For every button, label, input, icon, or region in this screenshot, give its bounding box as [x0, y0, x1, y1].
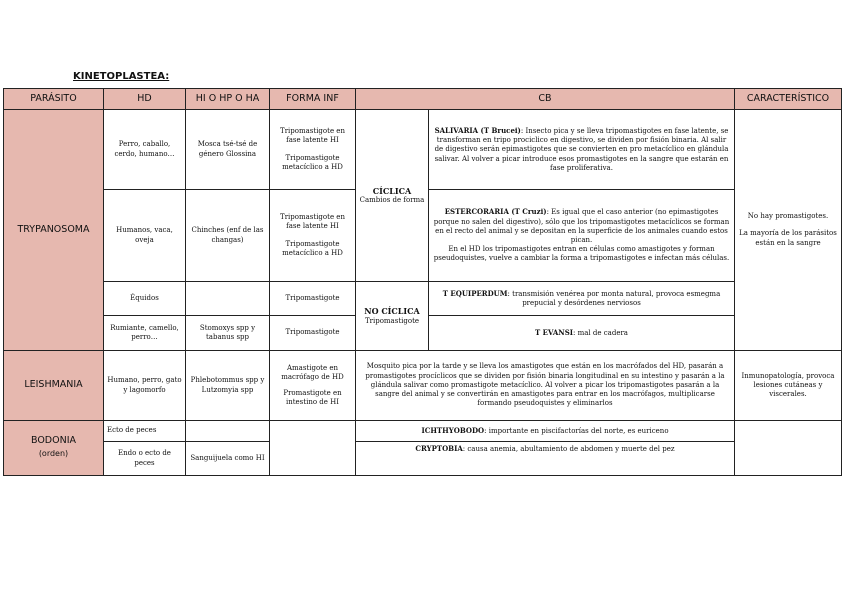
trypanosoma-hd-2: Humanos, vaca, oveja	[104, 190, 186, 282]
no-ciclica-title: NO CÍCLICA	[364, 306, 420, 317]
trypanosoma-hi-2: Chinches (enf de las changas)	[186, 190, 270, 282]
cryptobia-text: : causa anemia, abultamiento de abdomen y muerte del pez	[462, 445, 675, 453]
table-row	[4, 351, 842, 421]
bodonia-caracteristico	[735, 421, 842, 476]
bodonia-hd-2: Endo o ecto de peces	[104, 442, 186, 476]
leishmania-cb: Mosquito pica por la tarde y se lleva los amastigotes que están en los macrófados del HD, pasarán a promastigotes procíclicos que se dividen por fisión binaria longitudinal en su intestino y pasarán a la glándula salivar como promastigote metacíclico. Al volver a picar los tripomastigotes pasarán a la sangre del animal y se convertirán en amastigotes para entrar en los macrófagos, multiplicarse formando pseudoquistes y eliminarlos	[356, 351, 735, 421]
bodonia-forma	[270, 421, 356, 476]
ciclica-sub: Cambios de forma	[359, 196, 425, 205]
estercoraria-text: : Es igual que el caso anterior (no epimastigotes porque no salen del digestivo), sólo que los tripomastigotes metacíclicos se forman en el recto del animal y se depositan en la superficie de los animales cuando estos pican.	[433, 208, 730, 244]
evansi-cell	[429, 316, 735, 351]
caract-text: La mayoría de los parásitos están en la sangre	[739, 229, 837, 247]
trypanosoma-hd-1: Perro, caballo, cerdo, humano…	[104, 110, 186, 190]
forma-text: Tripomastigote metacíclico a HD	[282, 153, 343, 171]
trypanosoma-hi-1: Mosca tsé-tsé de género Glossina	[186, 110, 270, 190]
trypanosoma-forma-1	[270, 110, 356, 190]
bodonia-sub: (orden)	[38, 449, 69, 458]
trypanosoma-caracteristico	[735, 110, 842, 351]
bodonia-name: BODONIA	[30, 435, 77, 447]
bodonia-hi-1	[186, 421, 270, 442]
no-ciclica-cell	[356, 282, 429, 351]
forma-text: Promastigote en intestino de HI	[283, 389, 342, 407]
no-ciclica-sub: Tripomastigote	[364, 316, 420, 325]
trypanosoma-hd-4: Rumiante, camello, perro…	[104, 316, 186, 351]
trypanosoma-hi-4: Stomoxys spp y tabanus spp	[186, 316, 270, 351]
table-row	[4, 421, 842, 442]
header-forma: FORMA INF	[270, 89, 356, 110]
forma-text: Amastigote en macrófago de HD	[281, 363, 344, 381]
bodonia-hi-2: Sanguijuela como HI	[186, 442, 270, 476]
salivaria-cell	[429, 110, 735, 190]
trypanosoma-forma-3: Tripomastigote	[270, 282, 356, 316]
equiperdum-title: T EQUIPERDUM	[442, 288, 508, 298]
leishmania-hd: Humano, perro, gato y lagomorfo	[104, 351, 186, 421]
table-row	[4, 442, 842, 476]
evansi-text: : mal de cadera	[573, 328, 628, 337]
trypanosoma-forma-2	[270, 190, 356, 282]
ichthyobodo-title: ICHTHYOBODO	[421, 425, 485, 435]
forma-text: Tripomastigote en fase latente HI	[280, 213, 345, 231]
cryptobia-cell	[356, 442, 735, 476]
trypanosoma-forma-4: Tripomastigote	[270, 316, 356, 351]
parasite-trypanosoma: TRYPANOSOMA	[4, 110, 104, 351]
ichthyobodo-cell	[356, 421, 735, 442]
ichthyobodo-text: : importante en piscifactorías del norte, es euriceno	[484, 426, 669, 435]
header-parasito: PARÁSITO	[4, 89, 104, 110]
forma-text: Tripomastigote en fase latente HI	[280, 127, 345, 145]
header-caracteristico: CARACTERÍSTICO	[735, 89, 842, 110]
trypanosoma-hd-3: Équidos	[104, 282, 186, 316]
estercoraria-cell	[429, 190, 735, 282]
forma-text: Tripomastigote metacíclico a HD	[282, 239, 343, 257]
leishmania-forma	[270, 351, 356, 421]
parasite-leishmania: LEISHMANIA	[4, 351, 104, 421]
equiperdum-text: : transmisión venérea por monta natural, provoca esmegma prepucial y desórdenes nerviosos	[507, 289, 721, 307]
header-hi: HI O HP O HA	[186, 89, 270, 110]
parasite-bodonia	[4, 421, 104, 476]
document-title: KINETOPLASTEA:	[73, 71, 170, 82]
kinetoplastea-table	[3, 88, 842, 476]
leishmania-caracteristico: Inmunopatología, provoca lesiones cutáneas y viscerales.	[735, 351, 842, 421]
table-row	[4, 282, 842, 316]
header-hd: HD	[104, 89, 186, 110]
estercoraria-text-2: En el HD los tripomastigotes entran en células como amastigotes y forman pseudoquistes, vuelve a cambiar la forma a tripomastigotes e infectan más células.	[433, 245, 730, 263]
equiperdum-cell	[429, 282, 735, 316]
salivaria-title: SALIVARIA (T Brucei)	[434, 125, 521, 135]
ciclica-cell	[356, 110, 429, 282]
leishmania-hi: Phlebotommus spp y Lutzomyia spp	[186, 351, 270, 421]
salivaria-text: : Insecto pica y se lleva tripomastigotes en fase latente, se transforman en tripo prociclico en digestivo, se dividen por fisión binaria. Al salir de digestivo serán epimastigotes que se convierten en pro metacíclico en glándula salivar. Al volver a picar introduce esos promastigotes en la sangre que estarán en fase proliferativa.	[434, 126, 729, 172]
header-cb: CB	[356, 89, 735, 110]
trypanosoma-hi-3	[186, 282, 270, 316]
evansi-title: T EVANSI	[535, 327, 574, 337]
table-row	[4, 110, 842, 190]
cryptobia-title: CRYPTOBIA	[415, 444, 463, 453]
header-row	[4, 89, 842, 110]
ciclica-title: CÍCLICA	[372, 185, 412, 196]
bodonia-hd-1: Ecto de peces	[104, 421, 186, 442]
estercoraria-title: ESTERCORARIA (T Cruzi)	[444, 207, 547, 217]
caract-text: No hay promastigotes.	[747, 212, 829, 221]
